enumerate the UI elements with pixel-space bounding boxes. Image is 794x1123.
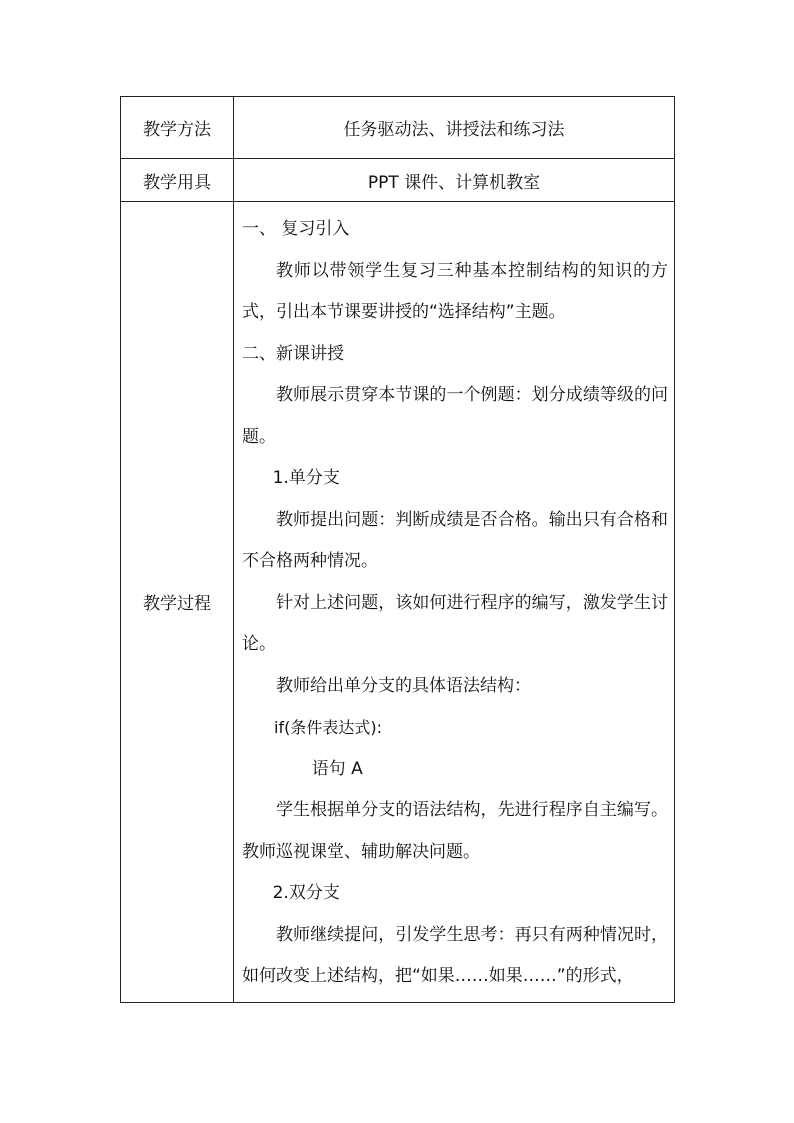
- teaching-tools-row: [121, 159, 675, 202]
- example-paragraph: 教师展示贯穿本节课的一个例题：划分成绩等级的问题。: [242, 385, 668, 447]
- teaching-method-row: [121, 97, 675, 159]
- teaching-tools-label: 教学用具: [121, 159, 234, 202]
- if-syntax-line: if(条件表达式):: [274, 718, 382, 737]
- lesson-plan-table: [120, 96, 675, 1003]
- teaching-process-label: 教学过程: [121, 202, 234, 1003]
- syntax-intro-paragraph: 教师给出单分支的具体语法结构：: [276, 675, 531, 696]
- statement-a-line: 语句 A: [311, 758, 363, 779]
- single-branch-heading: 1.单分支: [272, 468, 340, 488]
- section-new-lesson-heading: 二、新课讲授: [242, 343, 344, 364]
- teaching-method-label: 教学方法: [121, 97, 234, 159]
- single-branch-question-paragraph: 教师提出问题：判断成绩是否合格。输出只有合格和不合格两种情况。: [242, 509, 668, 571]
- teaching-tools-value: PPT 课件、计算机教室: [234, 159, 675, 202]
- teaching-method-value: 任务驱动法、讲授法和练习法: [234, 97, 675, 159]
- teaching-process-row: [121, 202, 675, 1003]
- teaching-process-content: [234, 202, 675, 1003]
- review-paragraph: 教师以带领学生复习三种基本控制结构的知识的方式，引出本节课要讲授的“选择结构”主题。: [242, 260, 668, 322]
- double-branch-heading: 2.双分支: [272, 883, 340, 903]
- discussion-paragraph: 针对上述问题，该如何进行程序的编写，激发学生讨论。: [242, 592, 668, 654]
- section-review-heading: 一、 复习引入: [242, 219, 350, 239]
- double-branch-question-paragraph: 教师继续提问，引发学生思考：再只有两种情况时，如何改变上述结构，把“如果……如果……”的形式，: [242, 924, 668, 986]
- student-practice-paragraph: 学生根据单分支的语法结构，先进行程序自主编写。教师巡视课堂、辅助解决问题。: [242, 800, 668, 862]
